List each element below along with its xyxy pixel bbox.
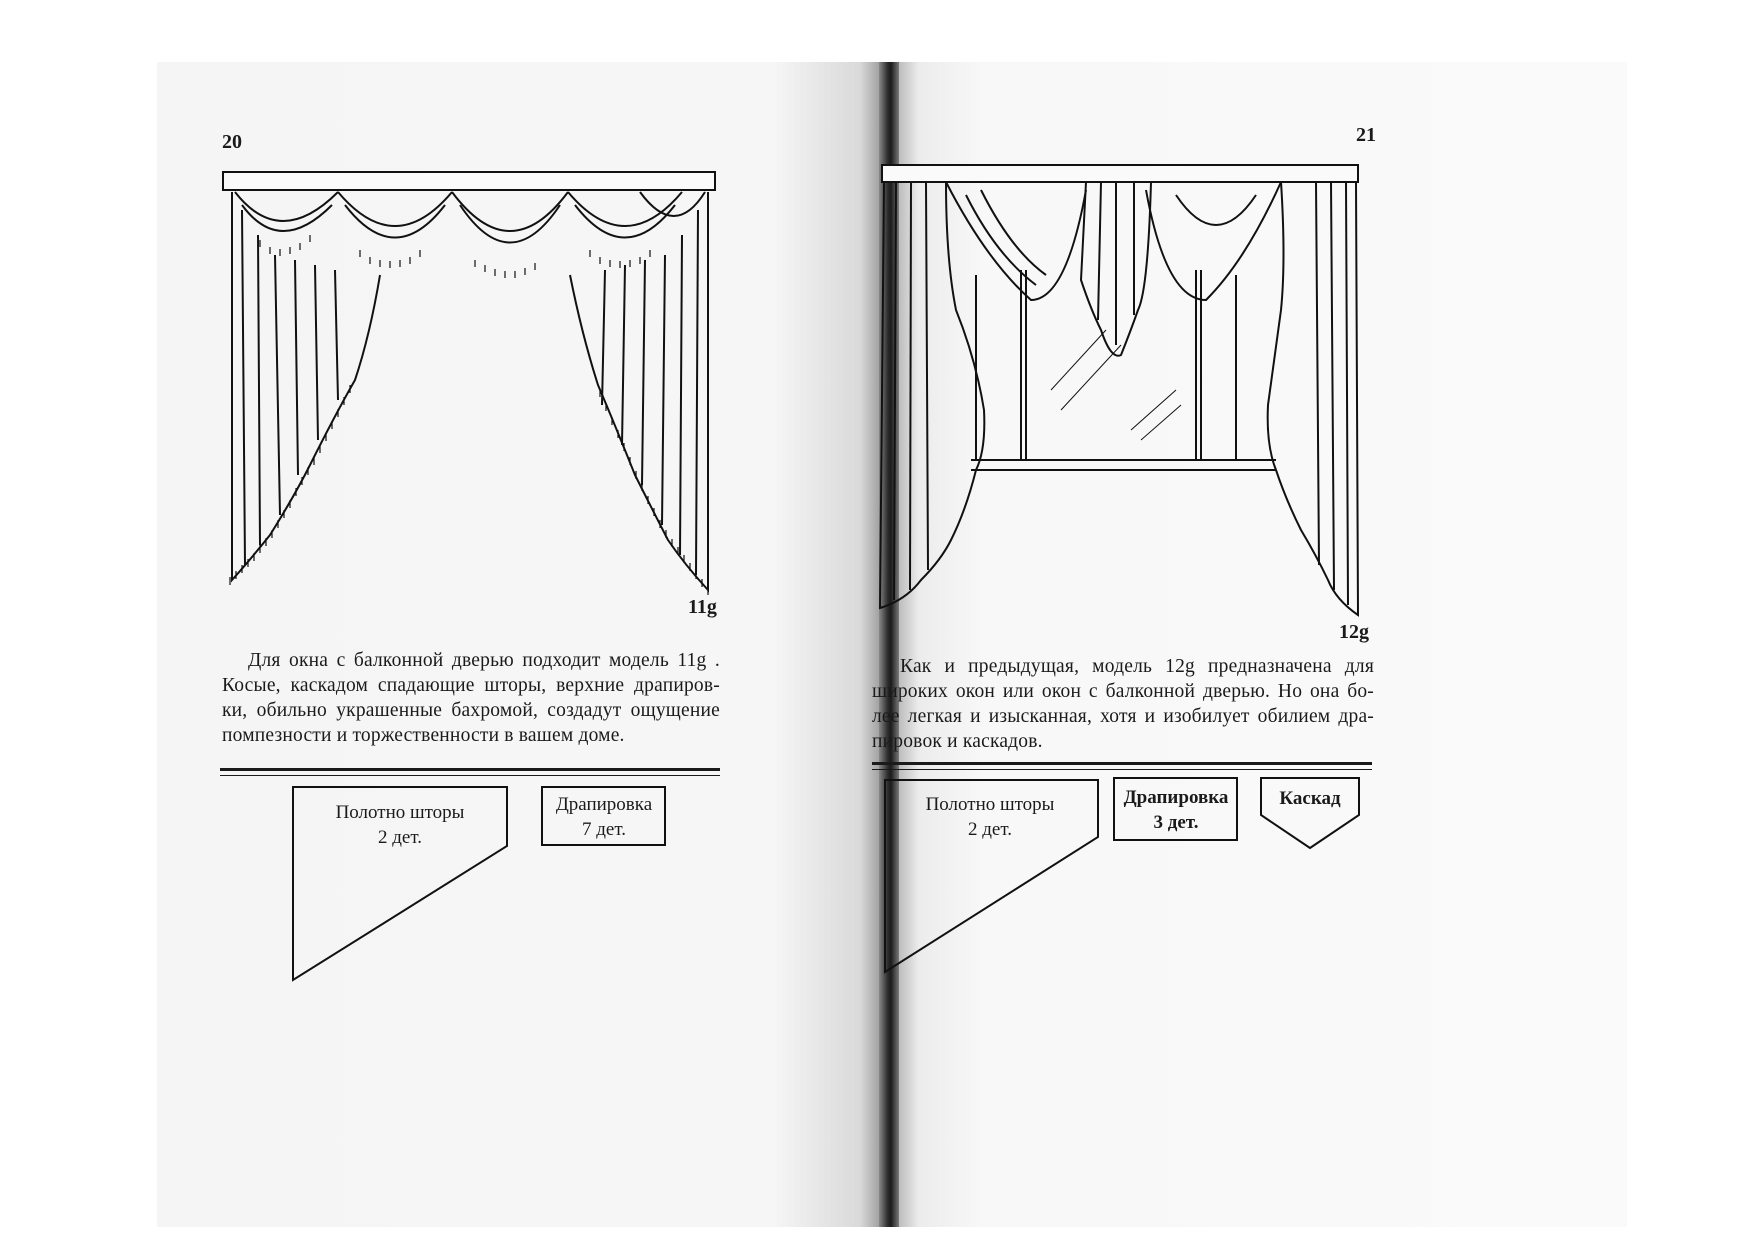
- pattern-count: 2 дет.: [378, 827, 422, 848]
- curtain-illustration-11g: [220, 165, 720, 595]
- right-page-number: 21: [1356, 124, 1376, 146]
- pattern-count: 2 дет.: [968, 819, 1012, 840]
- pattern-count: 3 дет.: [1153, 812, 1199, 833]
- right-paragraph: [872, 654, 1374, 754]
- pattern-title: Полотно шторы: [925, 794, 1055, 815]
- pattern-count: 7 дет.: [582, 819, 626, 840]
- left-paragraph-line: Для окна с балконной дверью подходит модель 11g .: [248, 650, 720, 671]
- pattern-title: Каскад: [1279, 788, 1341, 809]
- left-paragraph-line: Косые, каскадом спадающие шторы, верхние драпиров-: [222, 675, 720, 696]
- right-paragraph-line: широких окон или окон с балконной дверью. Но она бо-: [872, 681, 1374, 702]
- right-pattern-cascade-label: [1260, 786, 1360, 811]
- right-divider-rule: [872, 762, 1372, 765]
- right-pattern-drapery-label: [1113, 785, 1239, 835]
- curtain-illustration-12g: [876, 160, 1366, 620]
- pattern-title: Полотно шторы: [335, 802, 465, 823]
- left-divider-rule-thin: [220, 775, 720, 776]
- right-paragraph-line: Как и предыдущая, модель 12g предназначена для: [900, 656, 1374, 677]
- right-pattern-curtain-panel-label: [905, 792, 1075, 842]
- left-paragraph: [222, 648, 720, 748]
- left-paragraph-line: ки, обильно украшенные бахромой, создадут ощущение: [222, 700, 720, 721]
- right-model-label: 12g: [1339, 621, 1369, 643]
- left-paragraph-line: помпезности и торжественности в вашем доме.: [222, 725, 625, 746]
- left-pattern-curtain-panel-label: [315, 800, 485, 850]
- left-model-label: 11g: [688, 596, 717, 618]
- pattern-title: Драпировка: [1123, 787, 1229, 808]
- right-paragraph-line: лее легкая и изысканная, хотя и изобилует обилием дра-: [872, 706, 1374, 727]
- right-divider-rule-thin: [872, 769, 1372, 770]
- left-pattern-drapery-label: [541, 792, 667, 842]
- left-page-number: 20: [222, 131, 242, 153]
- pattern-title: Драпировка: [555, 794, 653, 815]
- right-paragraph-line: пировок и каскадов.: [872, 731, 1043, 752]
- left-divider-rule: [220, 768, 720, 771]
